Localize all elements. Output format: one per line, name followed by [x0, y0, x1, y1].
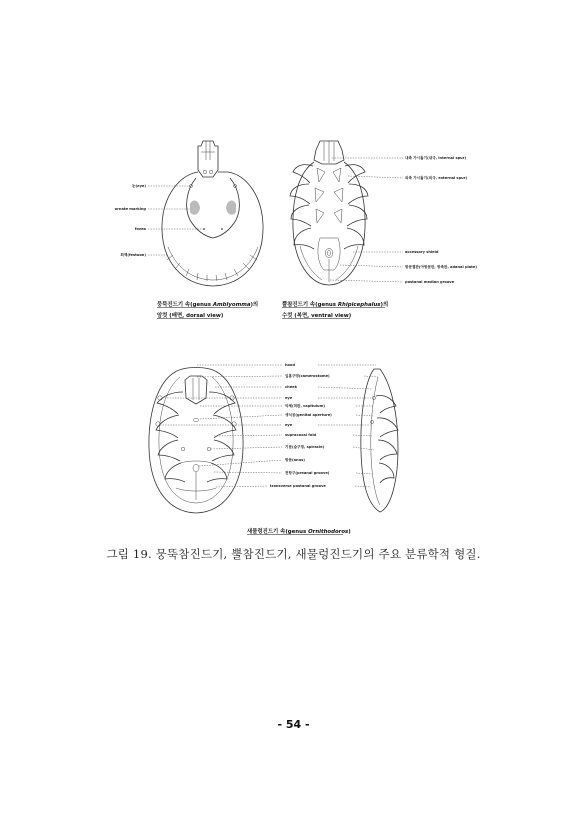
figure-c-caption: 새물렁진드기 속(genus Ornithodoros)	[247, 529, 351, 535]
oc-leg-left-3	[158, 440, 180, 461]
label-eye: 눈(eye)	[132, 184, 146, 189]
label-anus: 항문(anus)	[285, 458, 305, 463]
anus	[325, 249, 333, 258]
label-ornate-marking: ornate marking	[114, 207, 146, 212]
figure-caption: 그림 19. 뭉뚝참진드기, 뿔참진드기, 새물렁진드기의 주요 분류학적 형질.	[106, 547, 481, 561]
amblyomma-capitulum	[198, 141, 218, 177]
page-number: - 54 -	[277, 718, 310, 731]
oc-leg-left-1	[157, 392, 183, 414]
lateral-leg-1	[376, 395, 396, 413]
label-cheek: cheek	[285, 385, 297, 390]
label-capitulum: 악체(머판, capitulum)	[285, 404, 325, 409]
ornithodoros-body-lateral	[361, 369, 398, 512]
ornithodoros-capitulum	[185, 376, 207, 404]
oc-leg-left-4	[165, 463, 185, 482]
oc-anus	[193, 464, 199, 471]
label-genital-aperture: 생식공(genital aperture)	[285, 413, 332, 418]
ornate-marking-right	[226, 201, 236, 215]
lateral-leg-3	[378, 440, 397, 460]
label-external-spur: 외측 가시돌기(외극, external spur)	[405, 176, 468, 181]
label-accessory-shield: accessory shield	[405, 250, 439, 255]
oc-leg-right-1	[209, 392, 235, 414]
leg-left-2	[290, 184, 310, 204]
label-camerostome: 입홈구멍(camerostome)	[285, 374, 330, 379]
leg-right-4	[344, 228, 364, 249]
figure-b-rhipicephalus-ventral	[282, 141, 477, 319]
figure-a-caption-line2: 암컷 (배면, dorsal view)	[157, 313, 224, 319]
lateral-leg-4	[379, 463, 394, 483]
figure-a-caption-line1: 뭉뚝진드기 속(genus Amblyomma)의	[157, 302, 259, 308]
label-transverse-postanal-groove: transverse postanal groove	[270, 484, 326, 489]
figure-b-caption-line1: 뿔참진드기 속(genus Rhipicephalus)의	[282, 302, 389, 308]
figure-c-ornithodoros	[149, 363, 398, 535]
label-internal-spur: 내측 가시돌기(내극, internal spur)	[405, 156, 467, 161]
label-fovea: fovea	[134, 227, 146, 232]
leg-left-3	[291, 205, 311, 226]
label-adanal-plate: 항문결판(아항문판, 항측판, adanal plate)	[405, 265, 477, 270]
leg-left-4	[294, 228, 314, 249]
ornate-marking-left	[190, 201, 200, 215]
label-eye-2: eye	[285, 423, 293, 428]
figure-a-amblyomma-dorsal	[115, 141, 263, 319]
leg-right-2	[348, 184, 368, 204]
label-supracoxal-fold: supracoxal fold	[285, 433, 317, 438]
label-spiracle: 기문(숨구멍, spiracle)	[285, 445, 325, 450]
leg-right-3	[347, 205, 367, 226]
label-preanal-groove: 전항구(preanal groove)	[285, 471, 330, 476]
label-hood: hood	[285, 363, 296, 368]
label-eye-1: eye	[285, 396, 293, 401]
figure-b-caption-line2: 수컷 (복면, ventral view)	[282, 313, 352, 319]
oc-leg-right-3	[212, 440, 234, 461]
oc-leg-right-4	[207, 463, 227, 482]
label-festoon: 회액(festoon)	[120, 253, 146, 258]
lateral-leg-2	[377, 418, 398, 437]
label-postanal-groove: postanal median groove	[405, 280, 455, 285]
